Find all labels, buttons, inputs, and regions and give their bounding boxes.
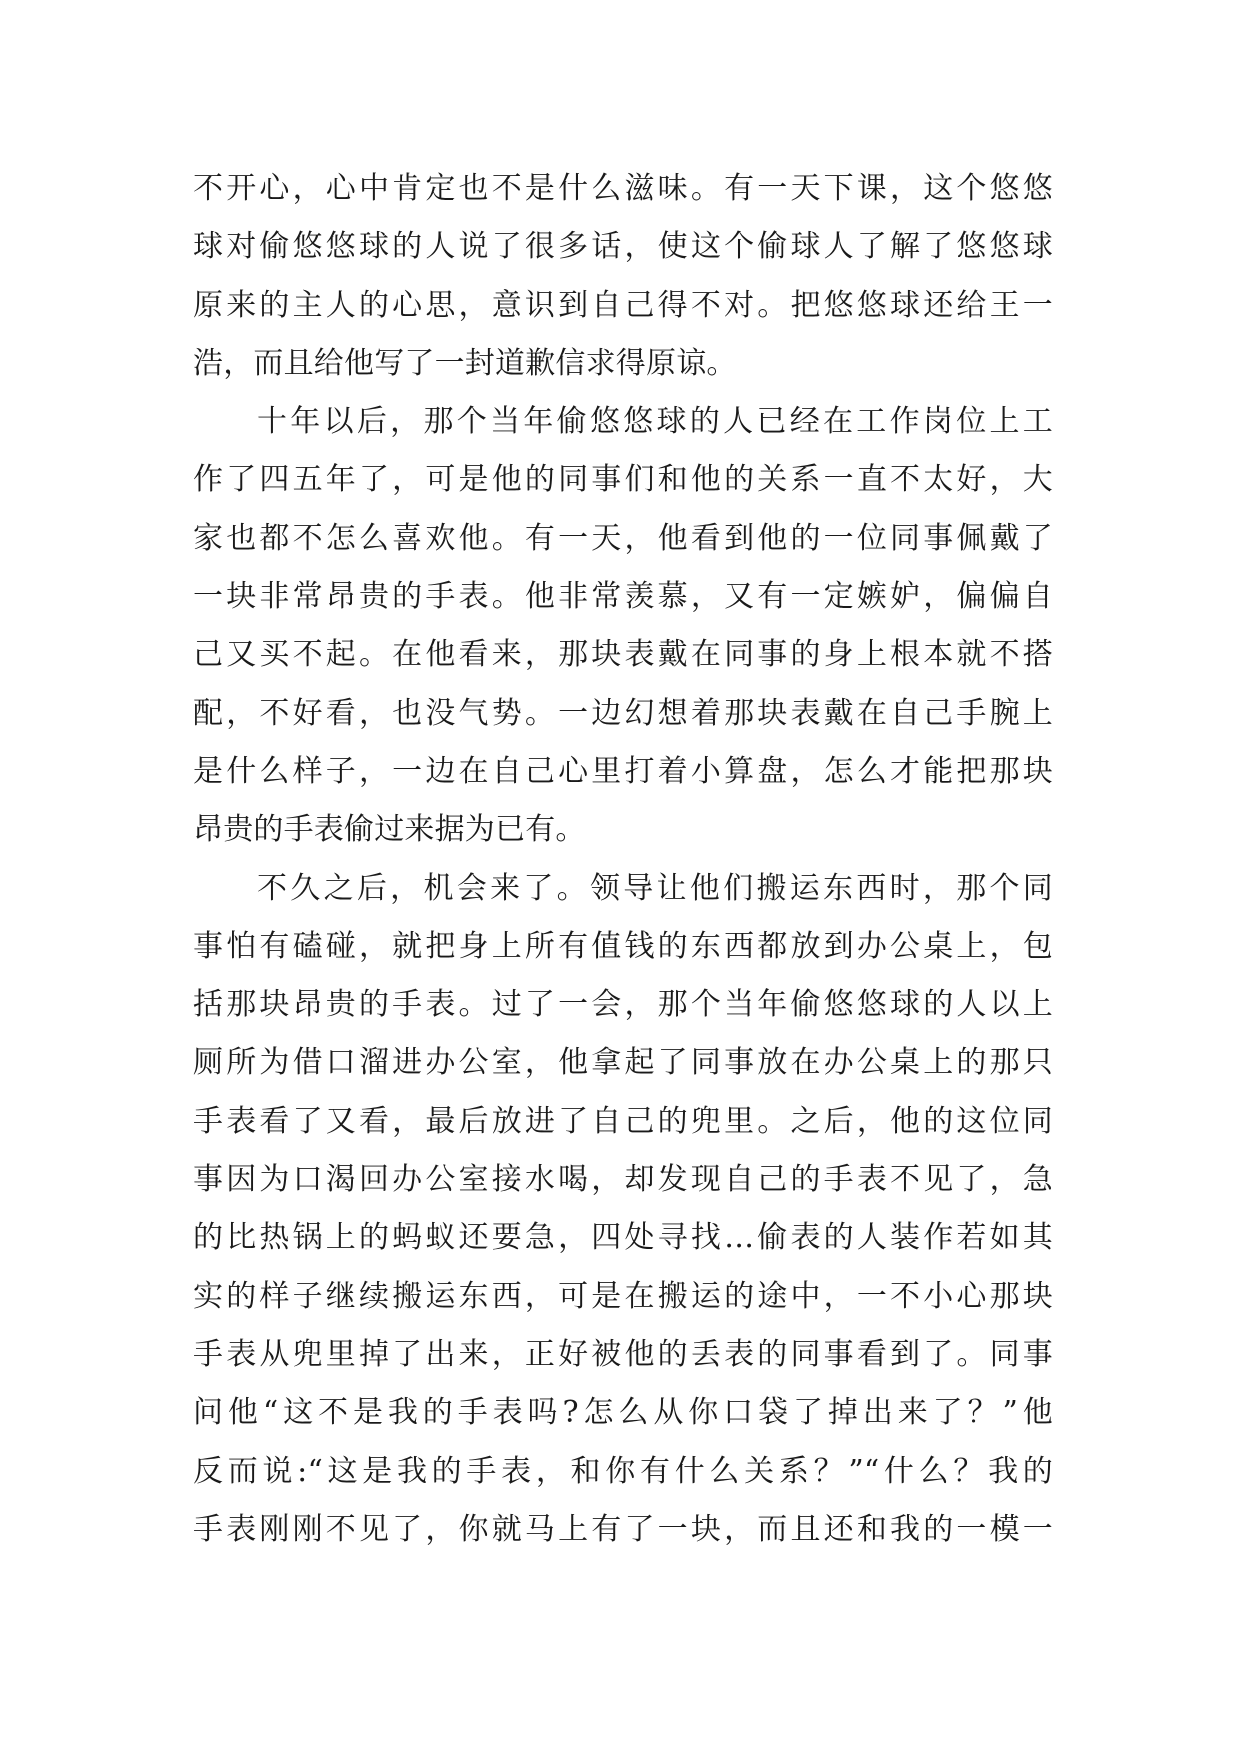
text-line: 手表看了又看，最后放进了自己的兜里。之后，他的这位同 — [193, 1103, 1053, 1139]
text-line: 球对偷悠悠球的人说了很多话，使这个偷球人了解了悠悠球 — [193, 229, 1053, 265]
paragraph-first-line: 不久之后，机会来了。领导让他们搬运东西时，那个同 — [257, 870, 1053, 906]
text-line: 事因为口渴回办公室接水喝，却发现自己的手表不见了，急 — [193, 1162, 1053, 1198]
text-line: 反而说:“这是我的手表，和你有什么关系？”“什么？我的 — [193, 1453, 1053, 1489]
text-line: 家也都不怎么喜欢他。有一天，他看到他的一位同事佩戴了 — [193, 520, 1053, 556]
paragraph-first-line: 十年以后，那个当年偷悠悠球的人已经在工作岗位上工 — [257, 404, 1053, 440]
text-line: 昂贵的手表偷过来据为已有。 — [193, 812, 586, 848]
text-line: 括那块昂贵的手表。过了一会，那个当年偷悠悠球的人以上 — [193, 987, 1053, 1023]
text-line: 作了四五年了，可是他的同事们和他的关系一直不太好，大 — [193, 462, 1053, 498]
text-line: 浩，而且给他写了一封道歉信求得原谅。 — [193, 345, 737, 381]
text-line: 不开心，心中肯定也不是什么滋味。有一天下课，这个悠悠 — [193, 171, 1053, 206]
text-line: 厕所为借口溜进办公室，他拿起了同事放在办公桌上的那只 — [193, 1045, 1053, 1081]
text-line: 原来的主人的心思，意识到自己得不对。把悠悠球还给王一 — [193, 287, 1053, 323]
text-line: 问他“这不是我的手表吗?怎么从你口袋了掉出来了？”他 — [193, 1395, 1053, 1431]
text-line: 的比热锅上的蚂蚁还要急，四处寻找…偷表的人装作若如其 — [193, 1220, 1053, 1256]
text-line: 配，不好看，也没气势。一边幻想着那块表戴在自己手腕上 — [193, 695, 1053, 731]
body-text — [193, 160, 1053, 1559]
text-line: 己又买不起。在他看来，那块表戴在同事的身上根本就不搭 — [193, 637, 1053, 673]
text-line: 一块非常昂贵的手表。他非常羡慕，又有一定嫉妒，偏偏自 — [193, 579, 1053, 615]
text-line: 实的样子继续搬运东西，可是在搬运的途中，一不小心那块 — [193, 1278, 1053, 1314]
text-line: 是什么样子，一边在自己心里打着小算盘，怎么才能把那块 — [193, 753, 1053, 789]
text-line: 事怕有磕碰，就把身上所有值钱的东西都放到办公桌上，包 — [193, 928, 1053, 964]
text-line: 手表刚刚不见了，你就马上有了一块，而且还和我的一模一 — [193, 1511, 1053, 1547]
text-line: 手表从兜里掉了出来，正好被他的丢表的同事看到了。同事 — [193, 1336, 1053, 1372]
